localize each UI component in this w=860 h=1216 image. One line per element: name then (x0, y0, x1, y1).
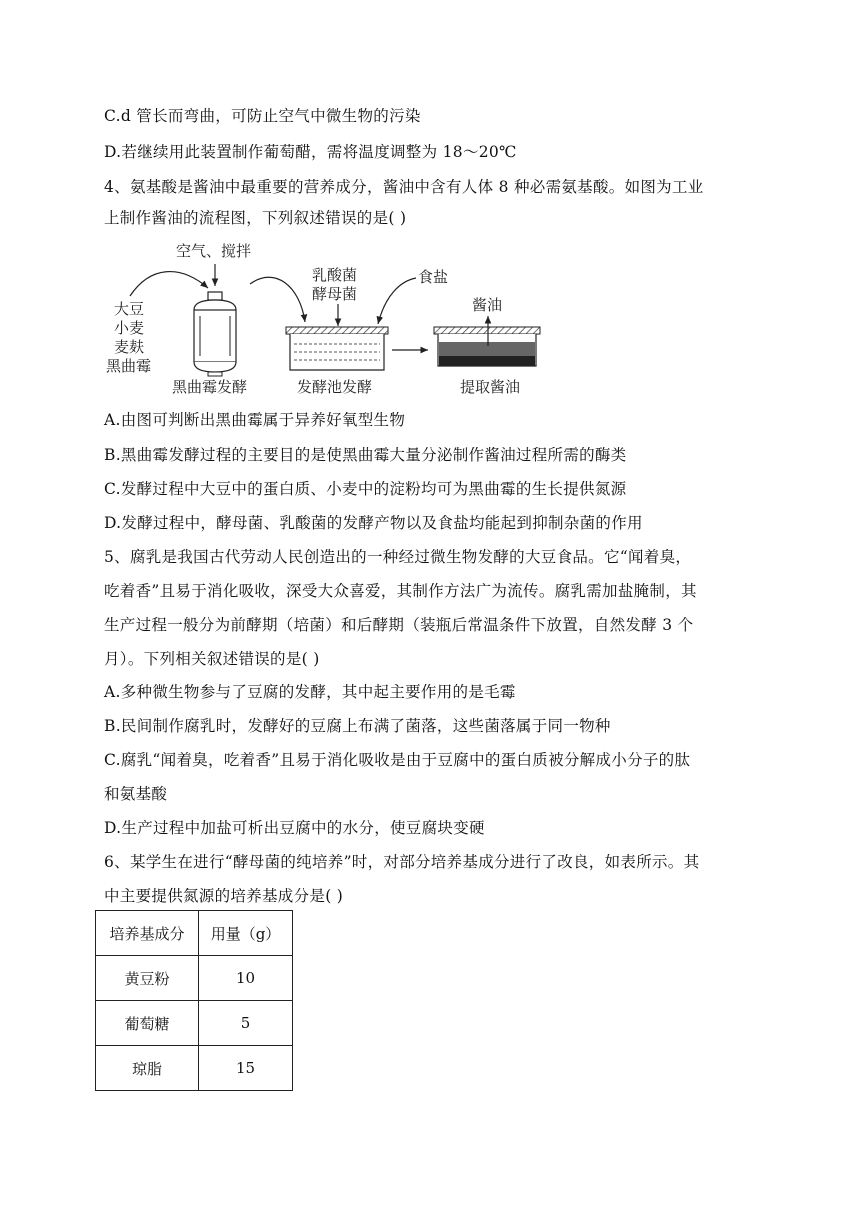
transfer-arrow (250, 277, 305, 322)
table-cell: 10 (199, 956, 293, 1001)
soy-sauce-label: 酱油 (472, 296, 503, 314)
step-pool-fermentation: 发酵池发酵 (297, 378, 373, 396)
input-bran: 麦麸 (114, 338, 145, 356)
bacteria-label-2: 酵母菌 (312, 285, 358, 303)
step-extract-soy-sauce: 提取酱油 (460, 378, 521, 396)
q3-option-c: C.d 管长而弯曲，可防止空气中微生物的污染 (104, 107, 421, 125)
medium-composition-table (95, 910, 293, 1091)
q5-option-c-line1: C.腐乳“闻着臭，吃着香”且易于消化吸收是由于豆腐中的蛋白质被分解成小分子的肽 (104, 751, 691, 769)
salt-arrow (378, 278, 416, 324)
q5-option-b: B.民间制作腐乳时，发酵好的豆腐上布满了菌落，这些菌落属于同一物种 (104, 717, 611, 735)
q5-stem-line2: 吃着香”且易于消化吸收，深受大众喜爱，其制作方法广为流传。腐乳需加盐腌制，其 (104, 582, 697, 600)
q5-option-d: D.生产过程中加盐可析出豆腐中的水分，使豆腐块变硬 (104, 819, 485, 837)
q5-stem-line1: 5、腐乳是我国古代劳动人民创造出的一种经过微生物发酵的大豆食品。它“闻着臭， (104, 548, 692, 566)
q4-option-d: D.发酵过程中，酵母菌、乳酸菌的发酵产物以及食盐均能起到抑制杂菌的作用 (104, 514, 643, 532)
step-aspergillus-fermentation: 黑曲霉发酵 (172, 378, 248, 396)
q5-option-c-line2: 和氨基酸 (104, 785, 168, 803)
q4-stem-line2: 上制作酱油的流程图，下列叙述错误的是( ) (104, 209, 407, 227)
input-aspergillus: 黑曲霉 (106, 357, 152, 375)
table-header-cell: 培养基成分 (96, 911, 199, 956)
bacteria-label-1: 乳酸菌 (312, 266, 358, 284)
q6-stem-line2: 中主要提供氮源的培养基成分是( ) (104, 887, 344, 905)
q5-stem-line3: 生产过程一般分为前酵期（培菌）和后酵期（装瓶后常温条件下放置，自然发酵 3 个 (104, 616, 694, 634)
input-soybean: 大豆 (114, 300, 145, 318)
input-wheat: 小麦 (114, 319, 145, 337)
q4-stem-line1: 4、氨基酸是酱油中最重要的营养成分，酱油中含有人体 8 种必需氨基酸。如图为工业 (104, 178, 704, 196)
soy-sauce-process-diagram (100, 236, 560, 400)
table-row (96, 956, 293, 1001)
table-cell: 葡萄糖 (96, 1001, 199, 1046)
q5-option-a: A.多种微生物参与了豆腐的发酵，其中起主要作用的是毛霉 (104, 683, 516, 701)
table-row (96, 1046, 293, 1091)
fermenter-tank (194, 292, 236, 376)
salt-label: 食盐 (418, 268, 449, 286)
q5-stem-line4: 月）。下列相关叙述错误的是( ) (104, 650, 320, 668)
table-header-row (96, 911, 293, 956)
inputs-arrow (130, 272, 208, 296)
extraction-tank (434, 327, 540, 366)
q6-stem-line1: 6、某学生在进行“酵母菌的纯培养”时，对部分培养基成分进行了改良，如表所示。其 (104, 853, 700, 871)
q4-option-b: B.黑曲霉发酵过程的主要目的是使黑曲霉大量分泌制作酱油过程所需的酶类 (104, 446, 627, 464)
q4-option-c: C.发酵过程中大豆中的蛋白质、小麦中的淀粉均可为黑曲霉的生长提供氮源 (104, 480, 627, 498)
air-stir-label: 空气、搅拌 (176, 242, 252, 260)
fermentation-pool (286, 327, 388, 370)
q4-option-a: A.由图可判断出黑曲霉属于异养好氧型生物 (104, 411, 406, 429)
table-cell: 15 (199, 1046, 293, 1091)
q3-option-d: D.若继续用此装置制作葡萄醋，需将温度调整为 18～20℃ (104, 143, 517, 161)
table-cell: 黄豆粉 (96, 956, 199, 1001)
table-cell: 琼脂 (96, 1046, 199, 1091)
table-row (96, 1001, 293, 1046)
table-header-cell: 用量（g） (199, 911, 293, 956)
table-cell: 5 (199, 1001, 293, 1046)
